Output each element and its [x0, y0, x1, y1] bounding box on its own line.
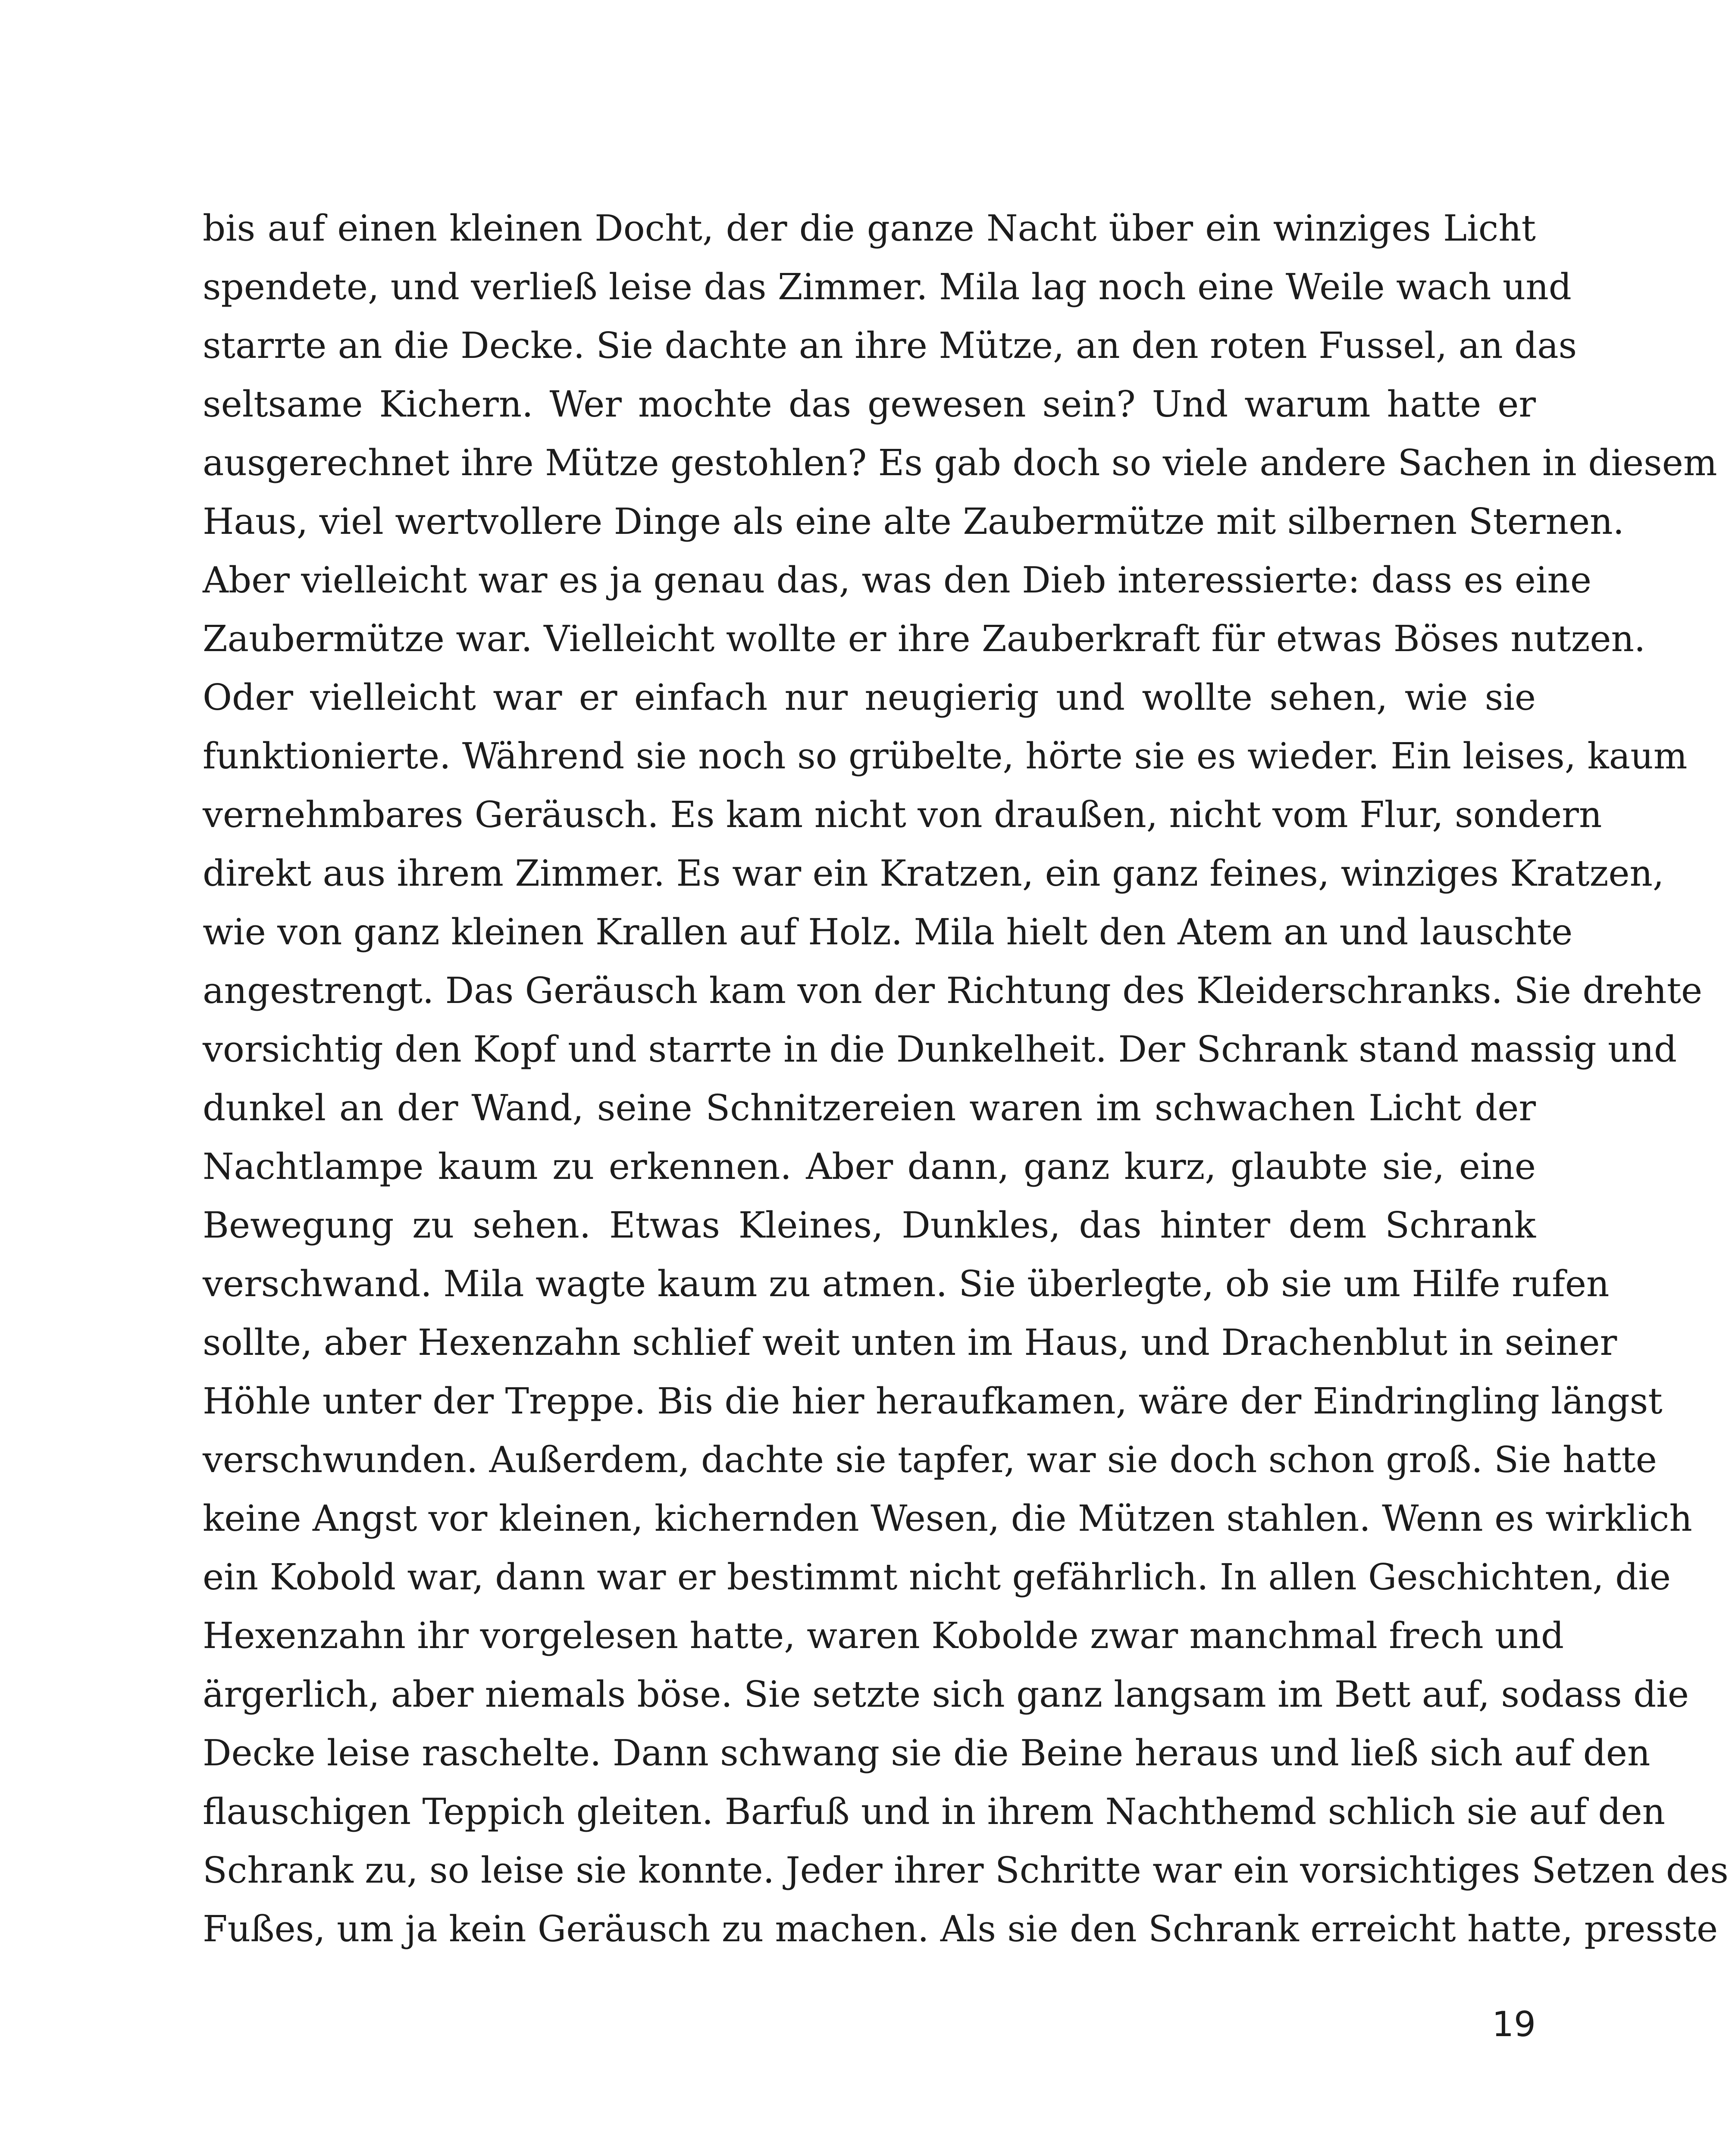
text-line: angestrengt. Das Geräusch kam von der Richtung des Kleiderschranks. Sie drehte	[203, 970, 1703, 1012]
text-line: ein Kobold war, dann war er bestimmt nicht gefährlich. In allen Geschichten, die	[203, 1556, 1671, 1598]
text-line: dunkel an der Wand, seine Schnitzereien waren im schwachen Licht der	[203, 1087, 1536, 1129]
text-line: vernehmbares Geräusch. Es kam nicht von draußen, nicht vom Flur, sondern	[203, 794, 1602, 836]
text-line: Nachtlampe kaum zu erkennen. Aber dann, ganz kurz, glaubte sie, eine	[203, 1146, 1536, 1188]
text-line: wie von ganz kleinen Krallen auf Holz. Mila hielt den Atem an und lauschte	[203, 911, 1573, 953]
text-line: Haus, viel wertvollere Dinge als eine alte Zaubermütze mit silbernen Sternen.	[203, 501, 1625, 542]
text-line: Decke leise raschelte. Dann schwang sie die Beine heraus und ließ sich auf den	[203, 1732, 1651, 1774]
page-number: 19	[1492, 2004, 1536, 2044]
body-text	[203, 199, 1729, 1959]
text-line: Zaubermütze war. Vielleicht wollte er ihre Zauberkraft für etwas Böses nutzen.	[203, 618, 1646, 660]
text-line: Aber vielleicht war es ja genau das, was den Dieb interessierte: dass es eine	[203, 559, 1591, 601]
text-line: Bewegung zu sehen. Etwas Kleines, Dunkles, das hinter dem Schrank	[203, 1204, 1536, 1246]
text-line: keine Angst vor kleinen, kichernden Wesen, die Mützen stahlen. Wenn es wirklich	[203, 1498, 1692, 1539]
text-line: sollte, aber Hexenzahn schlief weit unten im Haus, und Drachenblut in seiner	[203, 1322, 1617, 1363]
text-line: bis auf einen kleinen Docht, der die ganze Nacht über ein winziges Licht	[203, 207, 1536, 249]
text-line: Schrank zu, so leise sie konnte. Jeder ihrer Schritte war ein vorsichtiges Setzen des	[203, 1849, 1729, 1891]
text-line: starrte an die Decke. Sie dachte an ihre Mütze, an den roten Fussel, an das	[203, 325, 1577, 367]
text-line: spendete, und verließ leise das Zimmer. Mila lag noch eine Weile wach und	[203, 266, 1572, 308]
text-line: Oder vielleicht war er einfach nur neugierig und wollte sehen, wie sie	[203, 677, 1536, 718]
text-line: ausgerechnet ihre Mütze gestohlen? Es gab doch so viele andere Sachen in diesem	[203, 442, 1717, 484]
text-line: Hexenzahn ihr vorgelesen hatte, waren Kobolde zwar manchmal frech und	[203, 1615, 1564, 1657]
text-line: vorsichtig den Kopf und starrte in die Dunkelheit. Der Schrank stand massig und	[203, 1028, 1677, 1070]
text-line: verschwand. Mila wagte kaum zu atmen. Sie überlegte, ob sie um Hilfe rufen	[203, 1263, 1610, 1305]
text-line: ärgerlich, aber niemals böse. Sie setzte sich ganz langsam im Bett auf, sodass die	[203, 1673, 1689, 1715]
text-line: flauschigen Teppich gleiten. Barfuß und in ihrem Nachthemd schlich sie auf den	[203, 1791, 1666, 1833]
text-line: direkt aus ihrem Zimmer. Es war ein Kratzen, ein ganz feines, winziges Kratzen,	[203, 852, 1664, 894]
text-line: funktionierte. Während sie noch so grübelte, hörte sie es wieder. Ein leises, kaum	[203, 735, 1688, 777]
text-line: Höhle unter der Treppe. Bis die hier heraufkamen, wäre der Eindringling längst	[203, 1380, 1663, 1422]
text-line: Fußes, um ja kein Geräusch zu machen. Als sie den Schrank erreicht hatte, presste	[203, 1908, 1718, 1950]
text-line: seltsame Kichern. Wer mochte das gewesen sein? Und warum hatte er	[203, 383, 1536, 425]
text-line: verschwunden. Außerdem, dachte sie tapfer, war sie doch schon groß. Sie hatte	[203, 1439, 1657, 1481]
